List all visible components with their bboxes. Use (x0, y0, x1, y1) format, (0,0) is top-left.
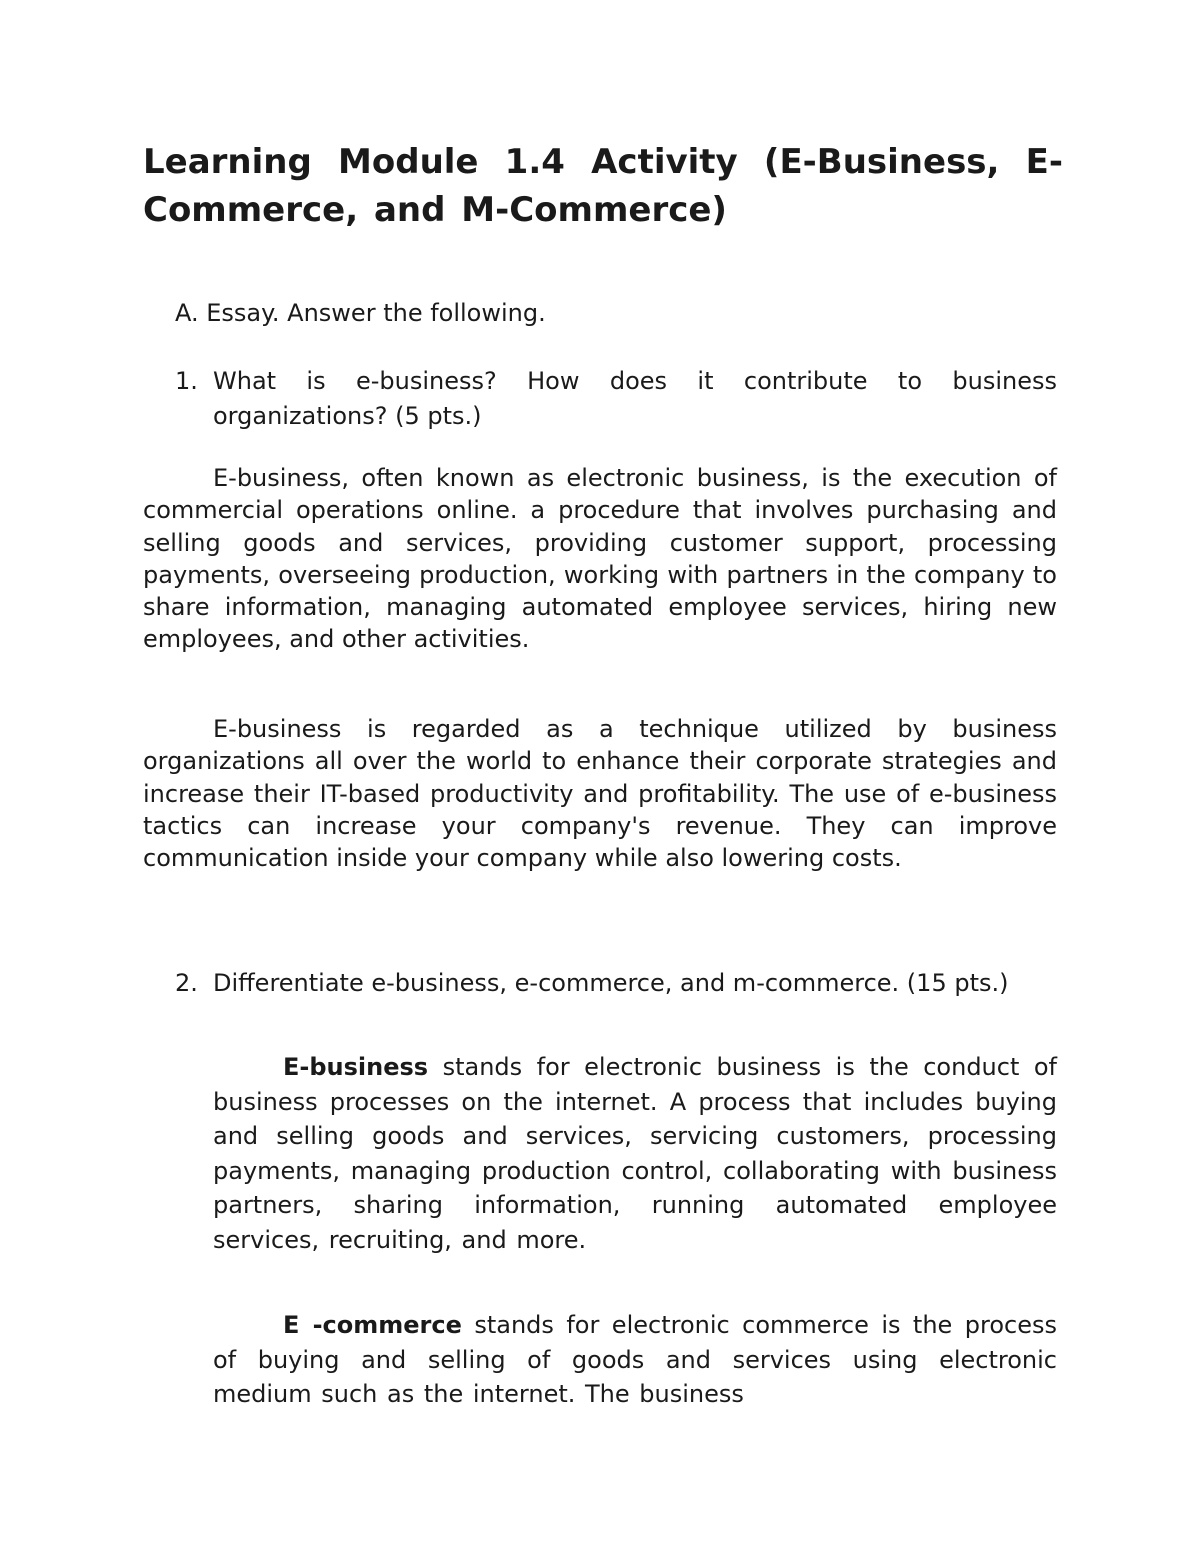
ecommerce-term: E -commerce (283, 1311, 462, 1339)
ebusiness-definition: stands for electronic business is the conduct of business processes on the internet. A process that includes buying and selling goods and services, servicing customers, processing payments, managing production control, collaborating with business partners, sharing information, running automated employee services, recruiting, and more. (213, 1053, 1057, 1254)
answer-1-paragraph-2: E-business is regarded as a technique utilized by business organizations all over the world to enhance their corporate strategies and increase their IT-based productivity and profitability. The use of e-business tactics can increase your company's revenue. They can improve communication inside your company while also lowering costs. (143, 715, 1057, 873)
question-2-text: Differentiate e-business, e-commerce, and m-commerce. (15 pts.) (213, 969, 1009, 997)
question-1 (175, 364, 1057, 434)
ebusiness-term: E-business (283, 1053, 429, 1081)
document-title: Learning Module 1.4 Activity (E-Business, E-Commerce, and M-Commerce) (143, 142, 1063, 230)
ecommerce-definition: stands for electronic commerce is the process of buying and selling of goods and services using electronic medium such as the internet. The business (213, 1311, 1057, 1408)
question-2-number: 2. (175, 969, 198, 997)
answer-2-ecommerce-paragraph (213, 1308, 1057, 1412)
answer-1-paragraph-1: E-business, often known as electronic business, is the execution of commercial operations online. a procedure that involves purchasing and selling goods and services, providing customer support, processing payments, overseeing production, working with partners in the company to share information, managing automated employee services, hiring new employees, and other activities. (143, 464, 1057, 654)
question-1-text: What is e-business? How does it contribute to business organizations? (5 pts.) (213, 367, 1057, 430)
section-a-instruction: A. Essay. Answer the following. (175, 299, 546, 327)
answer-2-ebusiness-paragraph (213, 1050, 1057, 1257)
question-1-number: 1. (175, 367, 198, 395)
question-2 (175, 966, 1057, 1001)
